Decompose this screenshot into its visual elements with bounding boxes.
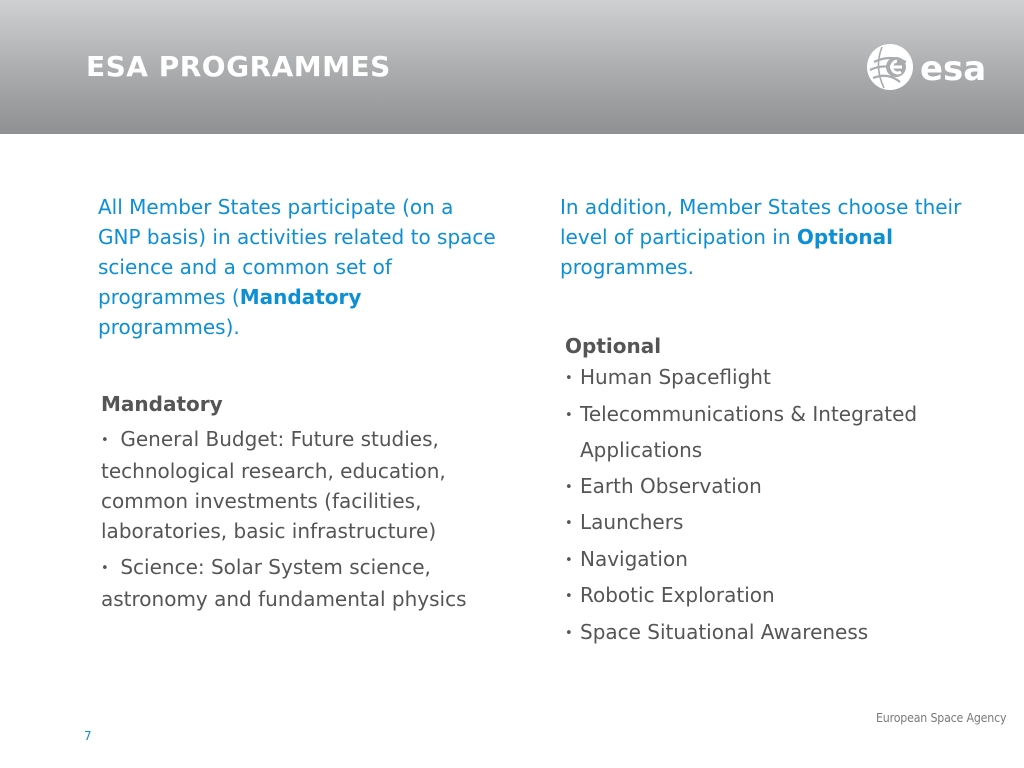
list-item-text: Navigation: [580, 546, 688, 571]
bullet-icon: •: [101, 561, 109, 576]
bullet-icon: •: [565, 371, 573, 386]
list-item: [565, 469, 1000, 506]
optional-list: [565, 360, 1000, 651]
page-number: 7: [84, 729, 92, 743]
list-item-text: Earth Observation: [580, 473, 762, 498]
optional-column: [560, 192, 1000, 651]
bullet-icon: •: [565, 407, 573, 423]
intro-text: In addition, Member States choose their level of participation in: [560, 195, 962, 249]
list-item: [565, 578, 1000, 615]
list-item-text: General Budget: Future studies, technological research, education, common investments (facilities, laboratories, basic infrastructure): [101, 427, 446, 543]
esa-globe-icon: [867, 44, 913, 90]
optional-intro: [560, 192, 1000, 282]
list-item-text: Telecommunications & Integrated Applications: [580, 401, 918, 462]
intro-text: All Member States participate (on a GNP basis) in activities related to space science and a common set of programmes (: [98, 195, 496, 309]
bullet-icon: •: [101, 433, 109, 448]
list-item: [101, 424, 531, 546]
intro-bold-term: Mandatory: [239, 285, 362, 309]
list-item-text: Science: Solar System science, astronomy and fundamental physics: [101, 555, 467, 611]
slide-header: [0, 0, 1024, 134]
mandatory-intro: [98, 192, 498, 342]
list-item: [101, 552, 531, 614]
list-item: [565, 542, 1000, 579]
bullet-icon: •: [565, 479, 573, 495]
bullet-icon: •: [565, 516, 573, 531]
mandatory-heading: Mandatory: [101, 392, 223, 416]
intro-text-end: programmes).: [98, 315, 240, 339]
bullet-icon: •: [565, 625, 573, 641]
list-item: [565, 505, 1000, 542]
list-item: [565, 397, 1000, 469]
esa-logo-text: esa: [920, 49, 987, 89]
list-item-text: Robotic Exploration: [580, 583, 775, 607]
optional-heading: Optional: [565, 334, 662, 358]
list-item: [565, 360, 1000, 397]
list-item-text: Human Spaceflight: [580, 365, 771, 389]
footer-agency-name: European Space Agency: [876, 711, 1007, 725]
intro-bold-term: Optional: [796, 225, 893, 249]
intro-text-end: programmes.: [560, 255, 694, 279]
list-item-text: Space Situational Awareness: [580, 619, 869, 644]
mandatory-list: [101, 424, 528, 614]
list-item-text: Launchers: [580, 510, 684, 534]
esa-logo: [864, 42, 1000, 92]
slide-title: ESA PROGRAMMES: [86, 50, 391, 83]
list-item: [565, 615, 1000, 652]
bullet-icon: •: [565, 589, 573, 604]
bullet-icon: •: [565, 552, 573, 568]
mandatory-column: [98, 192, 528, 614]
